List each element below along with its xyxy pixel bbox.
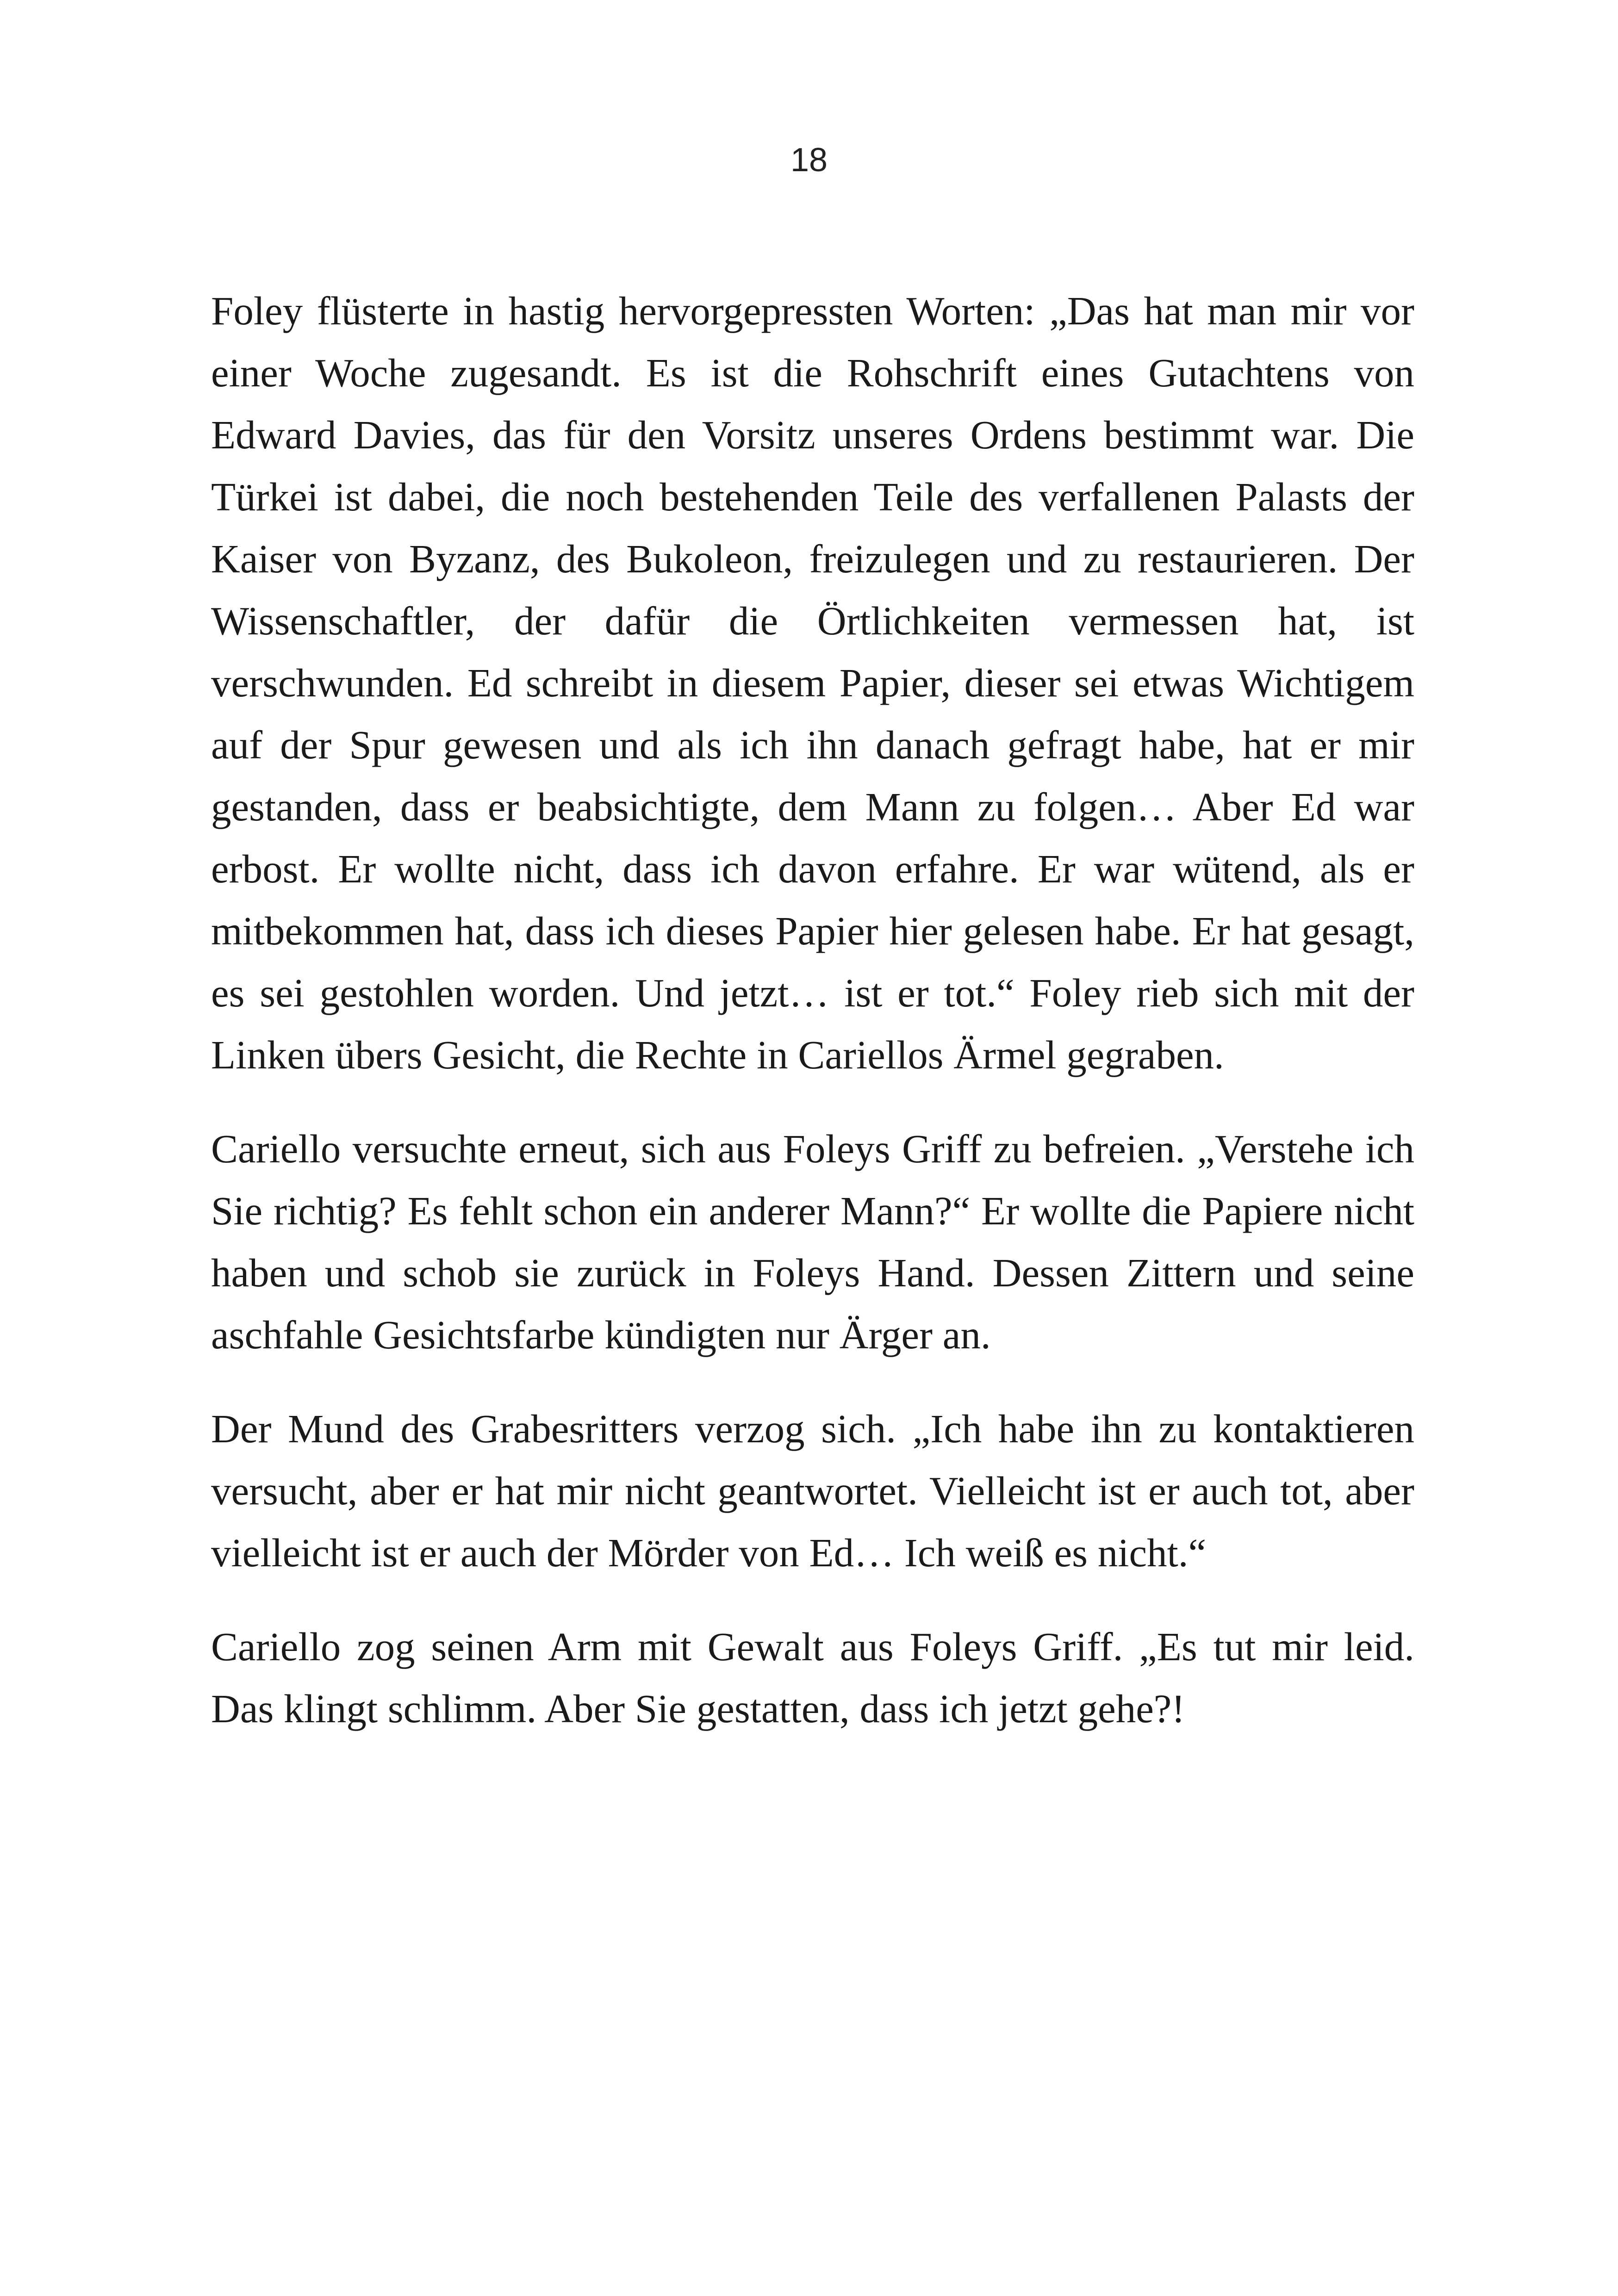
page-number: 18 [790,142,828,179]
paragraph-2: Cariello versuchte erneut, sich aus Foleys Griff zu befreien. „Verstehe ich Sie richtig? Es fehlt schon ein anderer Mann?“ Er wollte die Papiere nicht haben und schob sie zurück in Foleys Hand. Dessen Zittern und seine aschfahle Gesichtsfarbe kündigten nur Ärger an. [211,1126,1414,1357]
paragraph-3: Der Mund des Grabesritters verzog sich. „Ich habe ihn zu kontaktieren versucht, aber er hat mir nicht geantwortet. Vielleicht ist er auch tot, aber vielleicht ist er auch der Mörder von Ed… Ich weiß es nicht.“ [211,1406,1414,1575]
paragraph-1: Foley flüsterte in hastig hervorgepressten Worten: „Das hat man mir vor einer Woche zugesandt. Es ist die Rohschrift eines Gutachtens von Edward Davies, das für den Vorsitz unseres Ordens bestimmt war. Die Türkei ist dabei, die noch bestehenden Teile des verfallenen Palasts der Kaiser von Byzanz, des Bukoleon, freizulegen und zu restaurieren. Der Wissenschaftler, der dafür die Örtlichkeiten vermessen hat, ist verschwunden. Ed schreibt in diesem Papier, dieser sei etwas Wichtigem auf der Spur gewesen und als ich ihn danach gefragt habe, hat er mir gestanden, dass er beabsichtigte, dem Mann zu folgen… Aber Ed war erbost. Er wollte nicht, dass ich davon erfahre. Er war wütend, als er mitbekommen hat, dass ich dieses Papier hier gelesen habe. Er hat gesagt, es sei gestohlen worden. Und jetzt… ist er tot.“ Foley rieb sich mit der Linken übers Gesicht, die Rechte in Cariellos Ärmel gegraben. [211,288,1414,1077]
body-text [211,280,1414,1740]
paragraph-4: Cariello zog seinen Arm mit Gewalt aus Foleys Griff. „Es tut mir leid. Das klingt schlimm. Aber Sie gestatten, dass ich jetzt gehe?! [211,1624,1414,1731]
